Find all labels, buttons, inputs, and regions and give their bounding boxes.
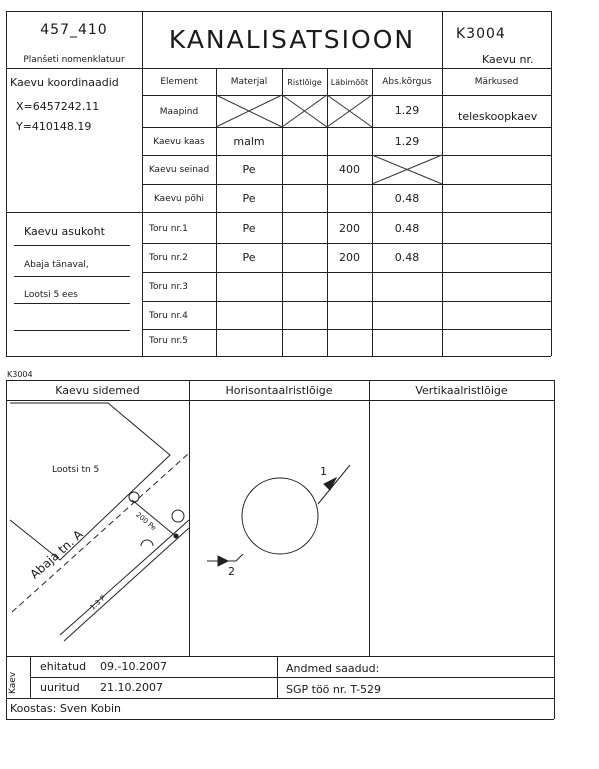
well-code: K3004: [456, 26, 506, 42]
location-line-2: Lootsi 5 ees: [24, 290, 78, 300]
row-diameter: 400: [339, 163, 360, 176]
surveyed-value: 21.10.2007: [100, 681, 163, 694]
row-notes: teleskoopkaev: [458, 110, 538, 123]
col-header-abs-height: Abs.kõrgus: [382, 77, 432, 87]
x-coordinate: X=6457242.11: [16, 100, 100, 113]
panel-title-connections: Kaevu sidemed: [55, 384, 140, 397]
row-element: Toru nr.3: [149, 282, 188, 292]
footer-bottom-line: [6, 698, 554, 699]
parcel-label: Lootsi tn 5: [52, 465, 100, 475]
data-source-label: Andmed saadud:: [286, 662, 380, 675]
col-header-section: Ristlõige: [287, 78, 322, 87]
data-source-value: SGP töö nr. T-529: [286, 683, 382, 696]
row-material: malm: [233, 135, 265, 148]
row-diameter: 200: [339, 222, 360, 235]
pipe-1-label: 1: [320, 465, 327, 478]
built-label: ehitatud: [40, 660, 87, 673]
row-material: Pe: [242, 163, 256, 176]
street-label: Abaja tn. A: [27, 527, 86, 582]
page-title: KANALISATSIOON: [168, 25, 416, 54]
built-value: 09.-10.2007: [100, 660, 167, 673]
row-abs-height: 0.48: [394, 192, 420, 205]
col-header-diameter: Läbimõõt: [330, 78, 369, 87]
footer-last-line: [6, 719, 554, 720]
row-element: Kaevu seinad: [148, 165, 210, 175]
location-line-1: Abaja tänaval,: [24, 260, 89, 270]
compiler-text: Koostas: Sven Kobin: [10, 702, 121, 715]
row-element: Toru nr.1: [149, 224, 188, 234]
pipe-2-label: 2: [228, 565, 235, 578]
panel-title-vertical: Vertikaalristlõige: [415, 384, 508, 397]
coords-title: Kaevu koordinaadid: [10, 76, 119, 89]
row-material: Pe: [242, 251, 256, 264]
pipe-label-small: 1.3 P: [88, 593, 108, 612]
footer-col-divider: [277, 656, 278, 698]
map-sheet-label: Planšeti nomenklatuur: [23, 55, 125, 65]
y-coordinate: Y=410148.19: [16, 120, 92, 133]
horizontal-section: [207, 465, 350, 566]
row-abs-height: 1.29: [394, 135, 420, 148]
row-element: Kaevu kaas: [153, 137, 205, 147]
col-header-notes: Märkused: [474, 77, 519, 87]
row-material: Pe: [242, 192, 256, 205]
map-sheet-code: 457_410: [40, 22, 108, 38]
surveyed-label: uuritud: [40, 681, 80, 694]
row-abs-height: 0.48: [394, 222, 420, 235]
row-element: Kaevu põhi: [153, 194, 205, 204]
footer-mid-line: [30, 677, 554, 678]
kaev-label: Kaev: [8, 671, 18, 694]
panel-title-horizontal: Horisontaalristlõige: [225, 384, 333, 397]
row-element: Toru nr.4: [149, 311, 188, 321]
pipe-label: 200 Pe: [134, 510, 158, 533]
col-header-material: Materjal: [230, 77, 268, 87]
small-well-code: K3004: [7, 370, 33, 379]
row-element: Toru nr.5: [149, 336, 188, 346]
row-element: Toru nr.2: [149, 253, 188, 263]
well-label: Kaevu nr.: [482, 53, 534, 66]
row-abs-height: 1.29: [394, 104, 420, 117]
col-header-element: Element: [160, 77, 198, 87]
location-title: Kaevu asukoht: [24, 225, 105, 238]
row-diameter: 200: [339, 251, 360, 264]
row-abs-height: 0.48: [394, 251, 420, 264]
row-element: Maapind: [159, 107, 199, 117]
row-material: Pe: [242, 222, 256, 235]
